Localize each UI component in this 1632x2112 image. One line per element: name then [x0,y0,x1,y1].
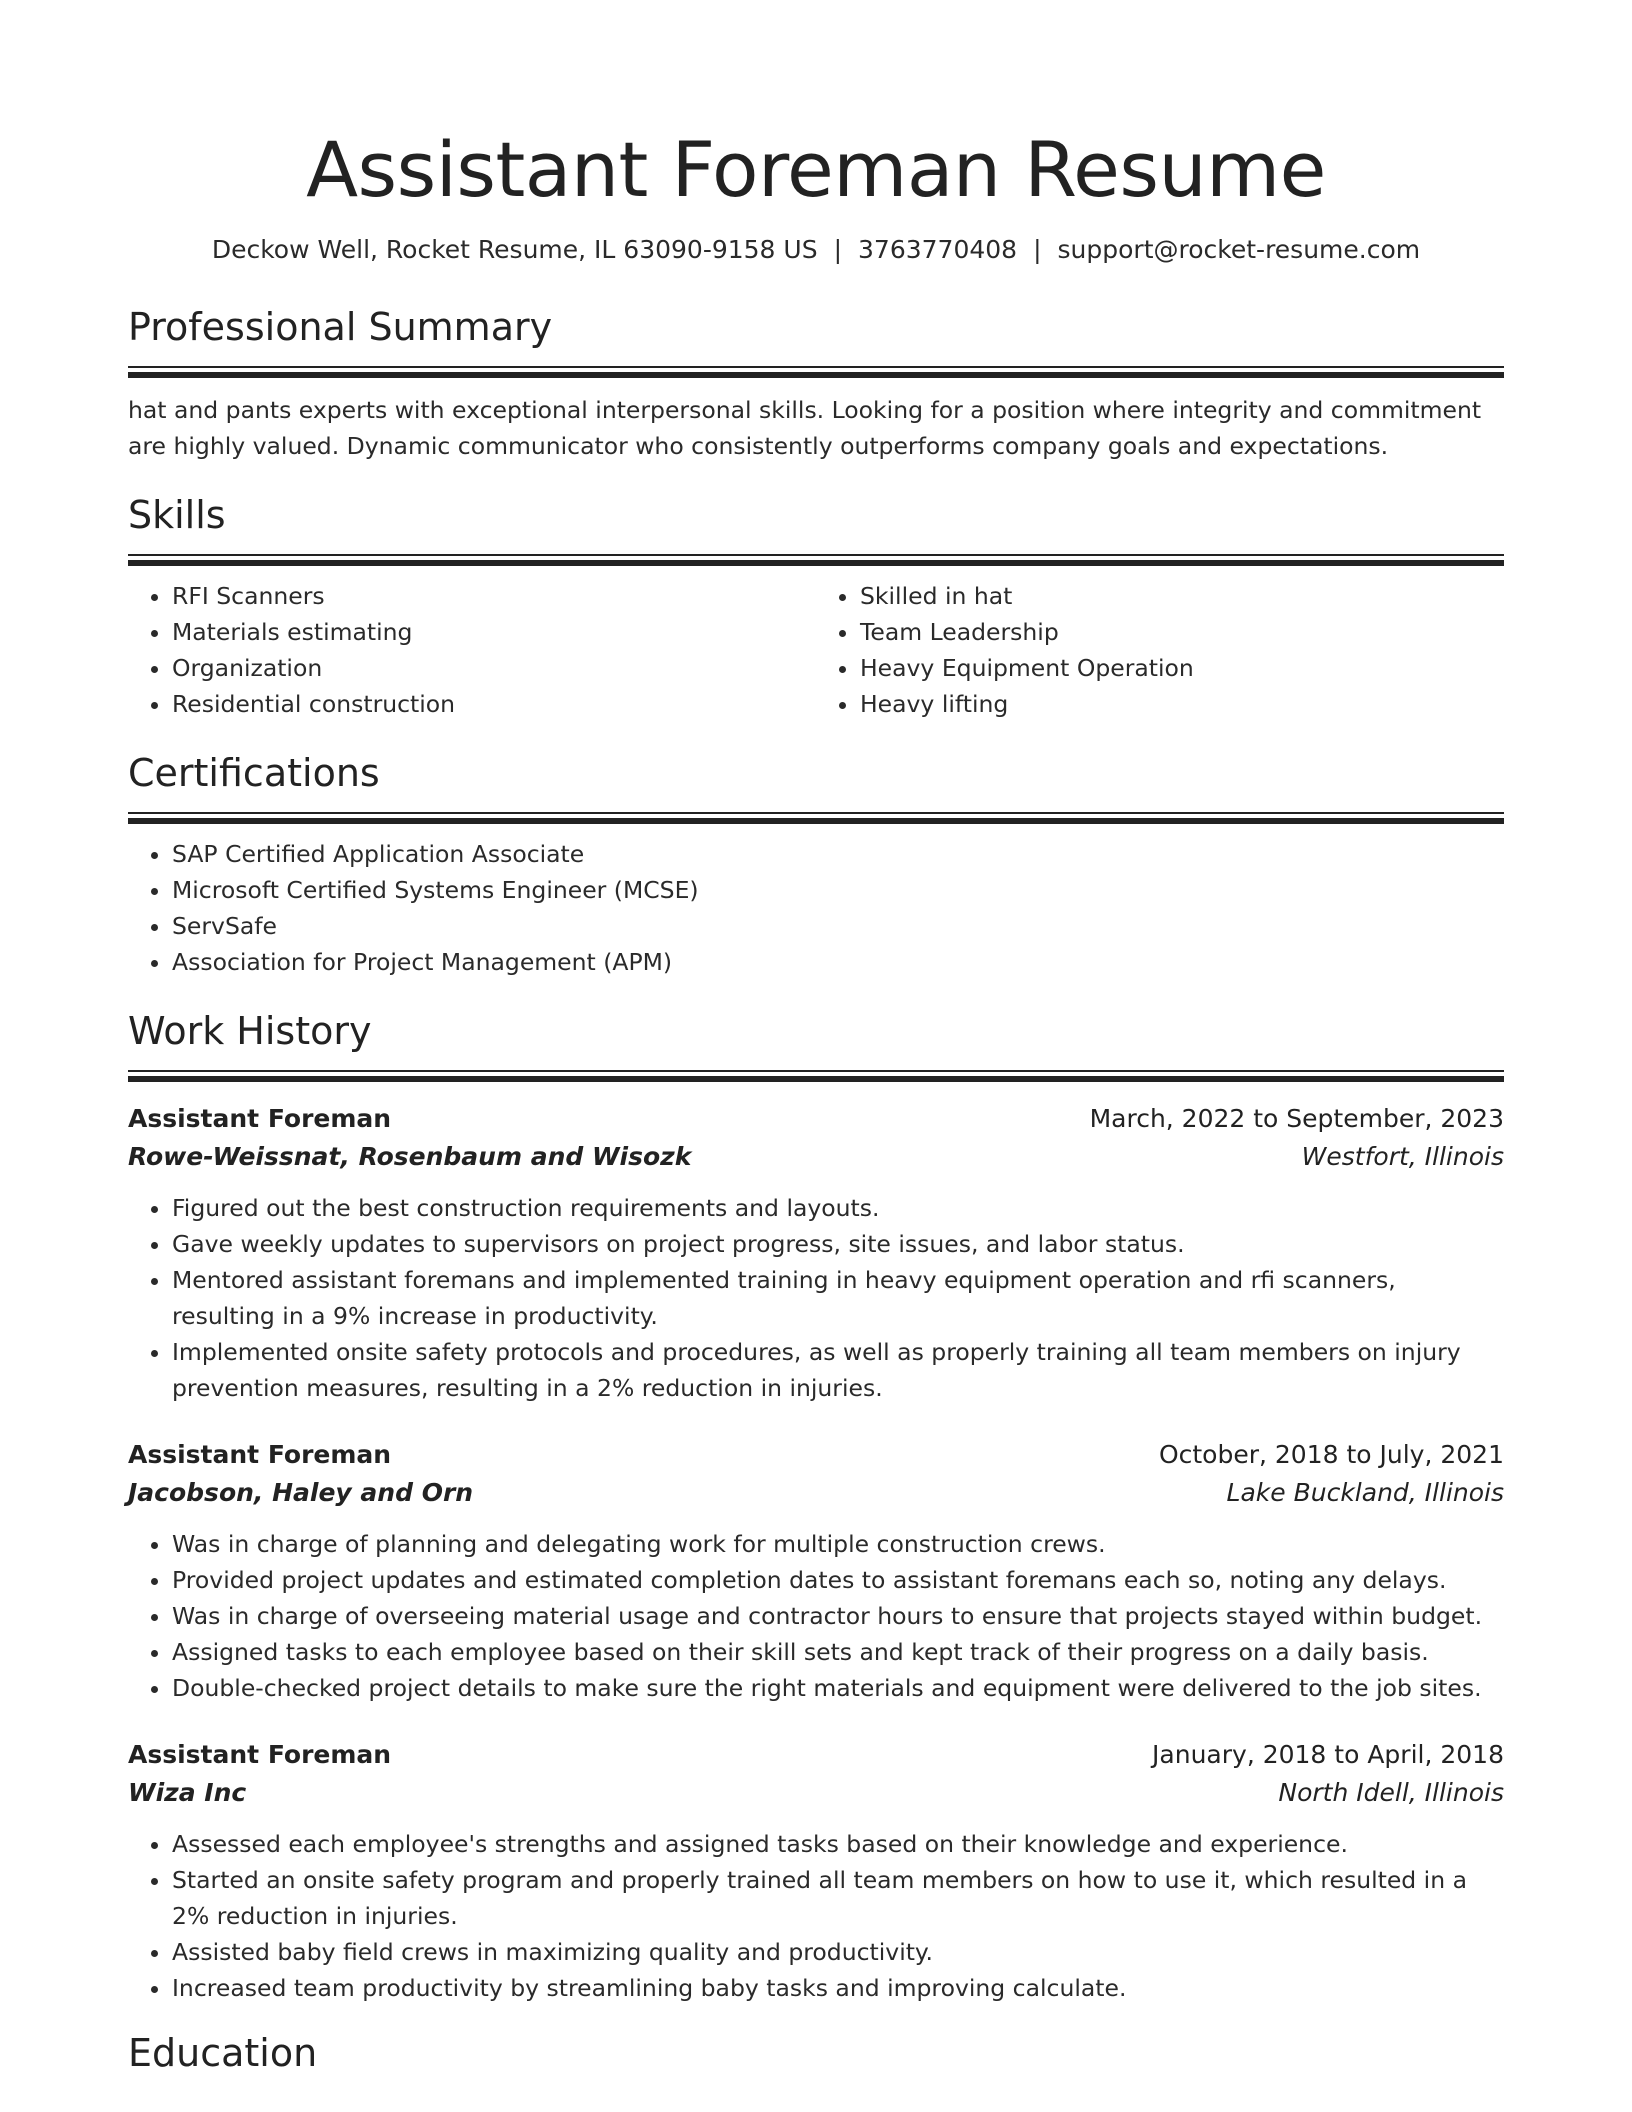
job-bullet: • Assisted baby field crews in maximizing quality and productivity. [172,1934,1504,1970]
job-dates: January, 2018 to April, 2018 [1152,1740,1504,1769]
contact-email: support@rocket-resume.com [1057,235,1421,264]
contact-address: Deckow Well, Rocket Resume, IL 63090-9158 US [211,235,818,264]
job-bullet: • Mentored assistant foremans and implemented training in heavy equipment operation and rfi scanners, resulting in a 9% increase in productivity. [172,1262,1504,1334]
certifications-list [128,836,1504,980]
section-divider [128,554,1504,566]
work-history-section [128,1006,1504,2006]
section-divider [128,812,1504,824]
job-bullets [128,1190,1504,1406]
job-bullet: • Implemented onsite safety protocols and procedures, as well as properly training all team members on injury prevention measures, resulting in a 2% reduction in injuries. [172,1334,1504,1406]
skill-item: • Organization [172,650,816,686]
section-divider [128,1070,1504,1082]
contact-phone: 3763770408 [858,235,1018,264]
job-dates: March, 2022 to September, 2023 [1089,1104,1504,1133]
job-title: Assistant Foreman [128,1740,392,1769]
job-bullet: • Assigned tasks to each employee based on their skill sets and kept track of their progress on a daily basis. [172,1634,1504,1670]
education-heading: Education [128,2031,318,2075]
section-divider [128,366,1504,378]
job-location: Westfort, Illinois [1301,1142,1504,1171]
job-bullet: • Gave weekly updates to supervisors on project progress, site issues, and labor status. [172,1226,1504,1262]
job-bullet: • Assessed each employee's strengths and assigned tasks based on their knowledge and experience. [172,1826,1504,1862]
skill-item: • RFI Scanners [172,578,816,614]
certification-item: • Association for Project Management (APM) [172,944,1504,980]
job-bullet: • Provided project updates and estimated completion dates to assistant foremans each so, noting any delays. [172,1562,1504,1598]
job-title: Assistant Foreman [128,1440,392,1469]
resume-title: Assistant Foreman Resume [306,125,1326,214]
job-entry [128,1736,1504,2006]
summary-section [128,302,1504,464]
job-bullet: • Started an onsite safety program and properly trained all team members on how to use it, which resulted in a 2% reduction in injuries. [172,1862,1504,1934]
job-bullets [128,1826,1504,2006]
job-location: North Idell, Illinois [1278,1778,1504,1807]
resume-page [128,118,1504,2078]
job-company: Wiza Inc [128,1778,247,1807]
certifications-section [128,748,1504,980]
job-bullets [128,1526,1504,1706]
job-dates: October, 2018 to July, 2021 [1158,1440,1504,1469]
job-company: Rowe-Weissnat, Rosenbaum and Wisozk [128,1142,692,1171]
job-bullet: • Increased team productivity by streamlining baby tasks and improving calculate. [172,1970,1504,2006]
certifications-heading: Certifications [128,751,380,795]
job-entry [128,1436,1504,1706]
work-history-heading: Work History [128,1009,372,1053]
job-header-row [128,1736,1504,1774]
skill-item: • Residential construction [172,686,816,722]
summary-heading: Professional Summary [128,305,553,349]
job-bullet: • Figured out the best construction requirements and layouts. [172,1190,1504,1226]
contact-separator: | [833,235,843,264]
contact-separator: | [1033,235,1042,264]
skill-item: • Skilled in hat [860,578,1504,614]
job-subheader-row [128,1138,1504,1176]
certification-item: • SAP Certified Application Associate [172,836,1504,872]
summary-text: hat and pants experts with exceptional interpersonal skills. Looking for a position where integrity and commitment are highly valued. Dynamic communicator who consistently outperforms company goals and expectations. [128,396,1482,460]
job-header-row [128,1100,1504,1138]
skills-columns [128,566,1504,722]
job-entry [128,1100,1504,1406]
skills-heading: Skills [128,493,226,537]
certification-item: • ServSafe [172,908,1504,944]
job-header-row [128,1436,1504,1474]
skills-section [128,490,1504,722]
education-section [128,2028,1504,2078]
skill-item: • Materials estimating [172,614,816,650]
certification-item: • Microsoft Certified Systems Engineer (MCSE) [172,872,1504,908]
job-bullet: • Double-checked project details to make sure the right materials and equipment were delivered to the job sites. [172,1670,1504,1706]
contact-line [128,232,1504,268]
job-location: Lake Buckland, Illinois [1226,1478,1504,1507]
job-subheader-row [128,1774,1504,1812]
job-company: Jacobson, Haley and Orn [128,1478,474,1507]
job-bullet: • Was in charge of overseeing material usage and contractor hours to ensure that projects stayed within budget. [172,1598,1504,1634]
job-title: Assistant Foreman [128,1104,392,1133]
job-subheader-row [128,1474,1504,1512]
skill-item: • Team Leadership [860,614,1504,650]
skills-list-right [816,578,1504,722]
job-bullet: • Was in charge of planning and delegating work for multiple construction crews. [172,1526,1504,1562]
skill-item: • Heavy Equipment Operation [860,650,1504,686]
skill-item: • Heavy lifting [860,686,1504,722]
skills-list-left [128,578,816,722]
